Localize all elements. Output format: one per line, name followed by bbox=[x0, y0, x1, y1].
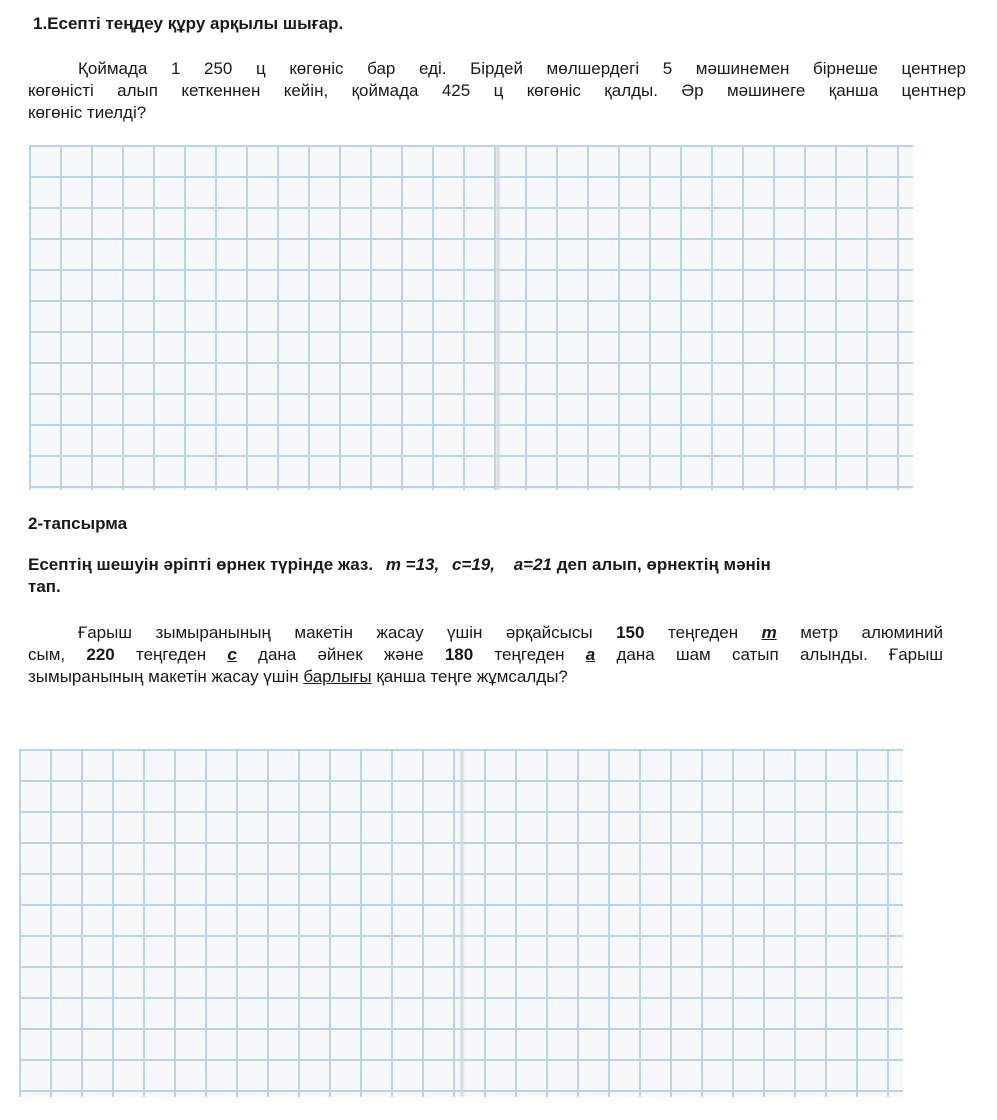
price-180: 180 bbox=[444, 645, 474, 664]
task2-text: теңгеден bbox=[494, 645, 565, 664]
var-a: а bbox=[585, 645, 596, 664]
task2-heading: 2-тапсырма bbox=[28, 514, 128, 533]
var-c: с bbox=[227, 645, 237, 664]
grid-fold-line bbox=[495, 145, 501, 490]
price-220: 220 bbox=[86, 645, 115, 664]
task2-line-2 bbox=[28, 644, 943, 666]
task2-text: қанша теңге жұмсалды? bbox=[376, 667, 568, 686]
task2-instruction-text: Есептің шешуін әріпті өрнек түрінде жаз. bbox=[28, 555, 374, 574]
task2-text: дана шам сатып алынды. Ғарыш bbox=[616, 645, 943, 664]
task1-problem-text bbox=[28, 58, 966, 124]
task2-line-1 bbox=[28, 622, 943, 644]
var-m-value: m =13, bbox=[385, 555, 440, 574]
task1-heading: 1.Есепті теңдеу құру арқылы шығар. bbox=[33, 14, 344, 33]
task2-text: теңгеден bbox=[135, 645, 207, 664]
task1-line-1: Қоймада 1 250 ц көгөніс бар еді. Бірдей мөлшердегі 5 мәшинемен бірнеше центнер bbox=[78, 59, 966, 78]
task2-text: сым, bbox=[28, 645, 66, 664]
task2-text: метр алюминий bbox=[800, 623, 944, 642]
var-a-value: a=21 bbox=[513, 555, 552, 574]
price-150: 150 bbox=[616, 623, 645, 642]
var-c-value: c=19, bbox=[451, 555, 495, 574]
task2-text: зымыранының макетін жасау үшін bbox=[28, 667, 299, 686]
task2-problem-text bbox=[28, 622, 943, 688]
task1-grid-paper[interactable] bbox=[29, 145, 913, 490]
task2-grid-paper[interactable] bbox=[19, 749, 903, 1097]
task2-instruction-text-2: деп алып, өрнектің мәнін bbox=[556, 555, 771, 574]
task1-line-2: көгөністі алып кеткеннен кейін, қоймада 425 ц көгөніс қалды. Әр мәшинеге қанша центнер bbox=[28, 81, 966, 100]
var-m: m bbox=[761, 623, 777, 642]
grid-fold-line bbox=[459, 749, 465, 1097]
task2-line-3 bbox=[28, 666, 943, 688]
task1-line-3: көгөніс тиелді? bbox=[28, 103, 147, 122]
task2-text: теңгеден bbox=[667, 623, 739, 642]
task2-instruction bbox=[28, 554, 968, 598]
underlined-word: барлығы bbox=[303, 667, 372, 686]
task2-instruction-text-3: тап. bbox=[28, 577, 61, 596]
task2-text: Ғарыш зымыранының макетін жасау үшін әрқайсысы bbox=[78, 623, 593, 642]
task2-text: дана әйнек және bbox=[258, 645, 424, 664]
